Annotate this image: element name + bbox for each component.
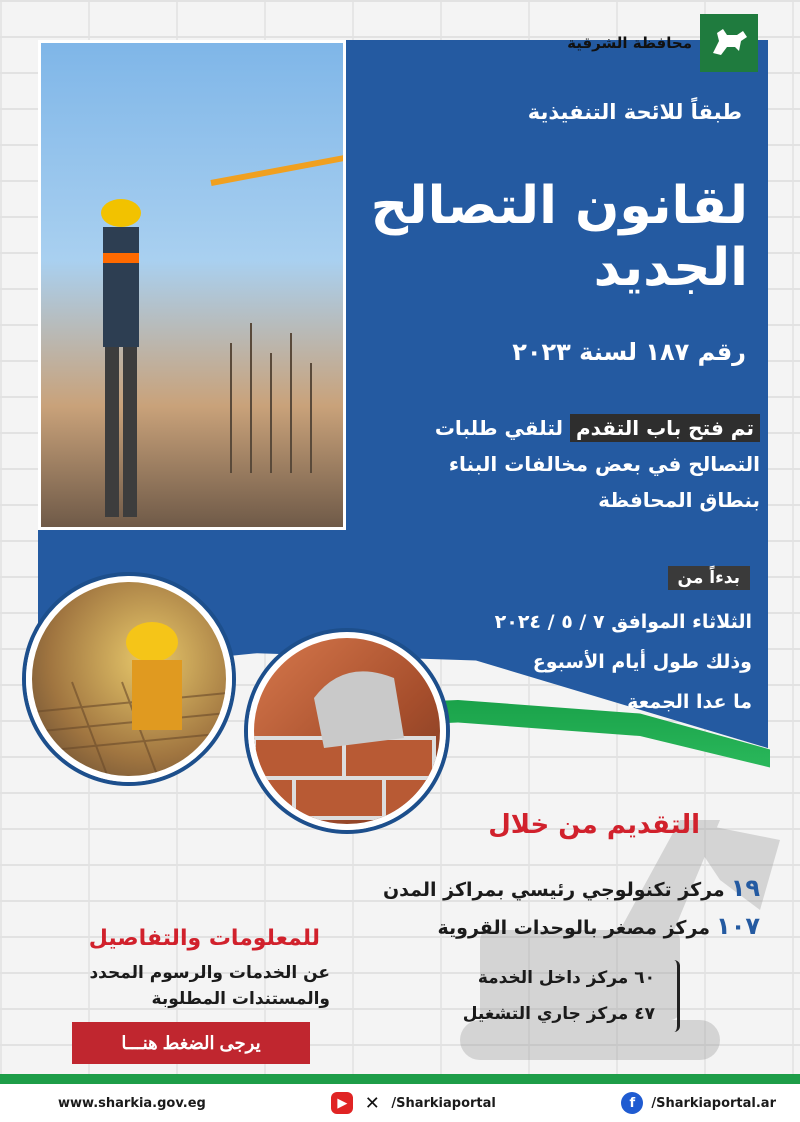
center-text-2: مركز مصغر بالوحدات القروية	[437, 917, 711, 939]
youtube-icon[interactable]: ▶	[331, 1092, 353, 1114]
info-subtitle	[30, 960, 330, 1012]
apply-title: التقديم من خلال	[488, 810, 700, 840]
sub-center-1: ٦٠ مركز داخل الخدمة	[477, 968, 655, 988]
week-days: وذلك طول أيام الأسبوع	[532, 651, 752, 673]
footer	[0, 1084, 800, 1122]
construction-photo	[38, 40, 346, 530]
center-count-1: ١٩	[730, 874, 760, 902]
x-icon[interactable]: ✕	[361, 1092, 383, 1114]
main-title	[348, 175, 748, 299]
opening-line-2: التصالح في بعض مخالفات البناء	[448, 452, 760, 476]
sub-centers	[463, 960, 680, 1032]
center-row-2	[383, 908, 760, 946]
click-here-button[interactable]: يرجى الضغط هنـــا	[72, 1022, 310, 1064]
law-number: رقم ١٨٧ لسنة ٢٠٢٣	[512, 338, 746, 366]
sub-center-2: ٤٧ مركز جاري التشغيل	[462, 1004, 655, 1024]
social-facebook	[621, 1092, 776, 1114]
except-friday: ما عدا الجمعة	[627, 691, 752, 713]
social-x-youtube	[331, 1092, 496, 1114]
bricks-circle-photo	[248, 632, 446, 830]
opening-rest: لتلقي طلبات	[434, 416, 570, 440]
facebook-icon[interactable]: f	[621, 1092, 643, 1114]
opening-line-3: بنطاق المحافظة	[598, 488, 760, 512]
footer-green-bar	[0, 1074, 800, 1084]
horse-logo-icon	[700, 14, 758, 72]
start-tag: بدءاً من	[668, 566, 750, 590]
header	[567, 14, 758, 72]
crane-icon	[191, 143, 346, 503]
title-line-1: لقانون التصالح	[370, 176, 748, 236]
intro-line: طبقاً للائحة التنفيذية	[527, 100, 742, 124]
opening-highlight: تم فتح باب التقدم	[570, 414, 760, 442]
x-handle[interactable]: /Sharkiaportal	[391, 1095, 496, 1111]
info-title: للمعلومات والتفاصيل	[88, 926, 320, 951]
facebook-handle[interactable]: /Sharkiaportal.ar	[651, 1095, 776, 1111]
opening-text	[340, 410, 760, 518]
centers-list	[383, 870, 760, 946]
title-line-2: الجديد	[593, 238, 748, 298]
center-count-2: ١٠٧	[716, 912, 760, 940]
info-line-1: عن الخدمات والرسوم المحدد	[89, 963, 330, 983]
governorate-name: محافظة الشرقية	[567, 34, 692, 52]
start-date: الثلاثاء الموافق ٧ / ٥ / ٢٠٢٤	[494, 611, 752, 633]
website-link[interactable]: www.sharkia.gov.eg	[58, 1095, 206, 1111]
info-line-2: والمستندات المطلوبة	[151, 989, 330, 1009]
center-row-1	[383, 870, 760, 908]
workers-circle-photo	[26, 576, 232, 782]
worker-icon	[81, 193, 151, 530]
center-text-1: مركز تكنولوجي رئيسي بمراكز المدن	[382, 879, 725, 901]
